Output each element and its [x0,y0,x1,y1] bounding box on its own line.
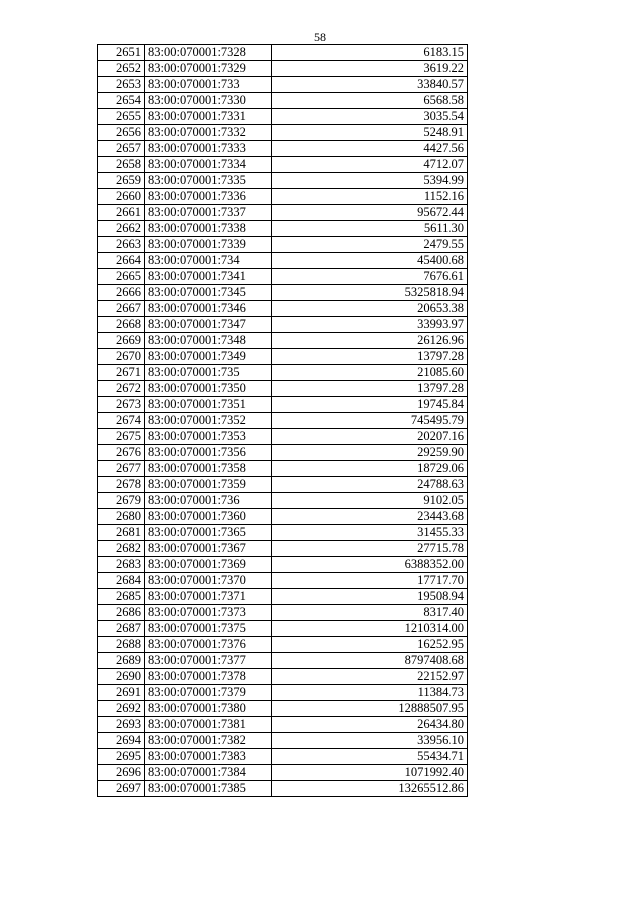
value-cell: 45400.68 [272,253,468,269]
row-number-cell: 2671 [98,365,145,381]
row-number-cell: 2677 [98,461,145,477]
cadastral-number-cell: 83:00:070001:7358 [145,461,272,477]
table-row [98,93,468,109]
value-cell: 21085.60 [272,365,468,381]
table-row [98,733,468,749]
cadastral-number-cell: 83:00:070001:7365 [145,525,272,541]
value-cell: 11384.73 [272,685,468,701]
cadastral-number-cell: 83:00:070001:7350 [145,381,272,397]
cadastral-number-cell: 83:00:070001:7331 [145,109,272,125]
cadastral-number-cell: 83:00:070001:7346 [145,301,272,317]
table-row [98,365,468,381]
value-cell: 5248.91 [272,125,468,141]
cadastral-number-cell: 83:00:070001:7380 [145,701,272,717]
parcel-table-body [98,45,468,797]
cadastral-number-cell: 83:00:070001:7341 [145,269,272,285]
row-number-cell: 2694 [98,733,145,749]
cadastral-number-cell: 83:00:070001:7356 [145,445,272,461]
value-cell: 12888507.95 [272,701,468,717]
value-cell: 26434.80 [272,717,468,733]
value-cell: 9102.05 [272,493,468,509]
cadastral-number-cell: 83:00:070001:7329 [145,61,272,77]
row-number-cell: 2674 [98,413,145,429]
row-number-cell: 2673 [98,397,145,413]
table-row [98,381,468,397]
row-number-cell: 2686 [98,605,145,621]
value-cell: 1152.16 [272,189,468,205]
row-number-cell: 2687 [98,621,145,637]
value-cell: 1071992.40 [272,765,468,781]
table-row [98,125,468,141]
cadastral-number-cell: 83:00:070001:7345 [145,285,272,301]
table-row [98,141,468,157]
value-cell: 95672.44 [272,205,468,221]
row-number-cell: 2657 [98,141,145,157]
table-row [98,45,468,61]
cadastral-number-cell: 83:00:070001:7376 [145,637,272,653]
value-cell: 31455.33 [272,525,468,541]
value-cell: 24788.63 [272,477,468,493]
table-row [98,285,468,301]
row-number-cell: 2672 [98,381,145,397]
table-row [98,573,468,589]
table-row [98,221,468,237]
table-row [98,61,468,77]
table-row [98,509,468,525]
row-number-cell: 2664 [98,253,145,269]
row-number-cell: 2667 [98,301,145,317]
table-row [98,525,468,541]
value-cell: 4712.07 [272,157,468,173]
table-row [98,397,468,413]
value-cell: 20207.16 [272,429,468,445]
cadastral-number-cell: 83:00:070001:7359 [145,477,272,493]
table-row [98,237,468,253]
value-cell: 23443.68 [272,509,468,525]
cadastral-number-cell: 83:00:070001:7332 [145,125,272,141]
table-row [98,173,468,189]
table-row [98,637,468,653]
value-cell: 745495.79 [272,413,468,429]
row-number-cell: 2679 [98,493,145,509]
table-row [98,253,468,269]
cadastral-number-cell: 83:00:070001:7335 [145,173,272,189]
table-row [98,717,468,733]
cadastral-number-cell: 83:00:070001:7375 [145,621,272,637]
value-cell: 19745.84 [272,397,468,413]
cadastral-number-cell: 83:00:070001:7328 [145,45,272,61]
table-row [98,541,468,557]
row-number-cell: 2669 [98,333,145,349]
table-row [98,685,468,701]
cadastral-number-cell: 83:00:070001:7371 [145,589,272,605]
table-row [98,317,468,333]
row-number-cell: 2655 [98,109,145,125]
table-row [98,589,468,605]
cadastral-number-cell: 83:00:070001:7385 [145,781,272,797]
value-cell: 3619.22 [272,61,468,77]
row-number-cell: 2668 [98,317,145,333]
table-row [98,781,468,797]
table-row [98,301,468,317]
parcel-table [97,44,468,797]
value-cell: 2479.55 [272,237,468,253]
row-number-cell: 2697 [98,781,145,797]
table-row [98,605,468,621]
value-cell: 17717.70 [272,573,468,589]
table-row [98,157,468,173]
value-cell: 5325818.94 [272,285,468,301]
cadastral-number-cell: 83:00:070001:7353 [145,429,272,445]
value-cell: 18729.06 [272,461,468,477]
row-number-cell: 2662 [98,221,145,237]
table-row [98,653,468,669]
row-number-cell: 2682 [98,541,145,557]
value-cell: 29259.90 [272,445,468,461]
cadastral-number-cell: 83:00:070001:7384 [145,765,272,781]
value-cell: 33956.10 [272,733,468,749]
row-number-cell: 2692 [98,701,145,717]
value-cell: 5394.99 [272,173,468,189]
value-cell: 5611.30 [272,221,468,237]
row-number-cell: 2691 [98,685,145,701]
value-cell: 22152.97 [272,669,468,685]
value-cell: 3035.54 [272,109,468,125]
cadastral-number-cell: 83:00:070001:7382 [145,733,272,749]
table-row [98,189,468,205]
table-row [98,621,468,637]
table-row [98,477,468,493]
row-number-cell: 2653 [98,77,145,93]
cadastral-number-cell: 83:00:070001:7377 [145,653,272,669]
row-number-cell: 2695 [98,749,145,765]
row-number-cell: 2670 [98,349,145,365]
row-number-cell: 2685 [98,589,145,605]
cadastral-number-cell: 83:00:070001:7339 [145,237,272,253]
table-row [98,701,468,717]
cadastral-number-cell: 83:00:070001:7383 [145,749,272,765]
table-row [98,77,468,93]
row-number-cell: 2666 [98,285,145,301]
value-cell: 1210314.00 [272,621,468,637]
value-cell: 6568.58 [272,93,468,109]
row-number-cell: 2689 [98,653,145,669]
table-row [98,333,468,349]
value-cell: 13265512.86 [272,781,468,797]
row-number-cell: 2675 [98,429,145,445]
table-row [98,413,468,429]
cadastral-number-cell: 83:00:070001:7338 [145,221,272,237]
value-cell: 8797408.68 [272,653,468,669]
cadastral-number-cell: 83:00:070001:735 [145,365,272,381]
value-cell: 33993.97 [272,317,468,333]
value-cell: 19508.94 [272,589,468,605]
value-cell: 26126.96 [272,333,468,349]
cadastral-number-cell: 83:00:070001:734 [145,253,272,269]
value-cell: 27715.78 [272,541,468,557]
cadastral-number-cell: 83:00:070001:7333 [145,141,272,157]
table-row [98,429,468,445]
table-row [98,461,468,477]
row-number-cell: 2663 [98,237,145,253]
value-cell: 55434.71 [272,749,468,765]
row-number-cell: 2688 [98,637,145,653]
value-cell: 4427.56 [272,141,468,157]
cadastral-number-cell: 83:00:070001:7369 [145,557,272,573]
row-number-cell: 2696 [98,765,145,781]
row-number-cell: 2690 [98,669,145,685]
row-number-cell: 2651 [98,45,145,61]
row-number-cell: 2693 [98,717,145,733]
value-cell: 8317.40 [272,605,468,621]
table-row [98,493,468,509]
cadastral-number-cell: 83:00:070001:7370 [145,573,272,589]
row-number-cell: 2656 [98,125,145,141]
table-row [98,269,468,285]
value-cell: 20653.38 [272,301,468,317]
table-row [98,557,468,573]
table-row [98,109,468,125]
table-row [98,349,468,365]
row-number-cell: 2676 [98,445,145,461]
cadastral-number-cell: 83:00:070001:7378 [145,669,272,685]
value-cell: 6183.15 [272,45,468,61]
cadastral-number-cell: 83:00:070001:733 [145,77,272,93]
value-cell: 16252.95 [272,637,468,653]
cadastral-number-cell: 83:00:070001:7334 [145,157,272,173]
cadastral-number-cell: 83:00:070001:7360 [145,509,272,525]
cadastral-number-cell: 83:00:070001:7349 [145,349,272,365]
table-row [98,669,468,685]
cadastral-number-cell: 83:00:070001:7336 [145,189,272,205]
row-number-cell: 2661 [98,205,145,221]
cadastral-number-cell: 83:00:070001:7367 [145,541,272,557]
cadastral-number-cell: 83:00:070001:7348 [145,333,272,349]
row-number-cell: 2658 [98,157,145,173]
cadastral-number-cell: 83:00:070001:7351 [145,397,272,413]
row-number-cell: 2652 [98,61,145,77]
row-number-cell: 2654 [98,93,145,109]
row-number-cell: 2681 [98,525,145,541]
cadastral-number-cell: 83:00:070001:7379 [145,685,272,701]
table-row [98,765,468,781]
value-cell: 7676.61 [272,269,468,285]
value-cell: 33840.57 [272,77,468,93]
row-number-cell: 2665 [98,269,145,285]
row-number-cell: 2680 [98,509,145,525]
cadastral-number-cell: 83:00:070001:7347 [145,317,272,333]
row-number-cell: 2659 [98,173,145,189]
value-cell: 13797.28 [272,381,468,397]
cadastral-number-cell: 83:00:070001:7337 [145,205,272,221]
table-row [98,205,468,221]
cadastral-number-cell: 83:00:070001:7381 [145,717,272,733]
table-row [98,445,468,461]
value-cell: 6388352.00 [272,557,468,573]
row-number-cell: 2684 [98,573,145,589]
table-row [98,749,468,765]
row-number-cell: 2660 [98,189,145,205]
cadastral-number-cell: 83:00:070001:7373 [145,605,272,621]
cadastral-number-cell: 83:00:070001:7352 [145,413,272,429]
value-cell: 13797.28 [272,349,468,365]
row-number-cell: 2678 [98,477,145,493]
row-number-cell: 2683 [98,557,145,573]
page-number: 58 [314,30,326,44]
cadastral-number-cell: 83:00:070001:736 [145,493,272,509]
cadastral-number-cell: 83:00:070001:7330 [145,93,272,109]
